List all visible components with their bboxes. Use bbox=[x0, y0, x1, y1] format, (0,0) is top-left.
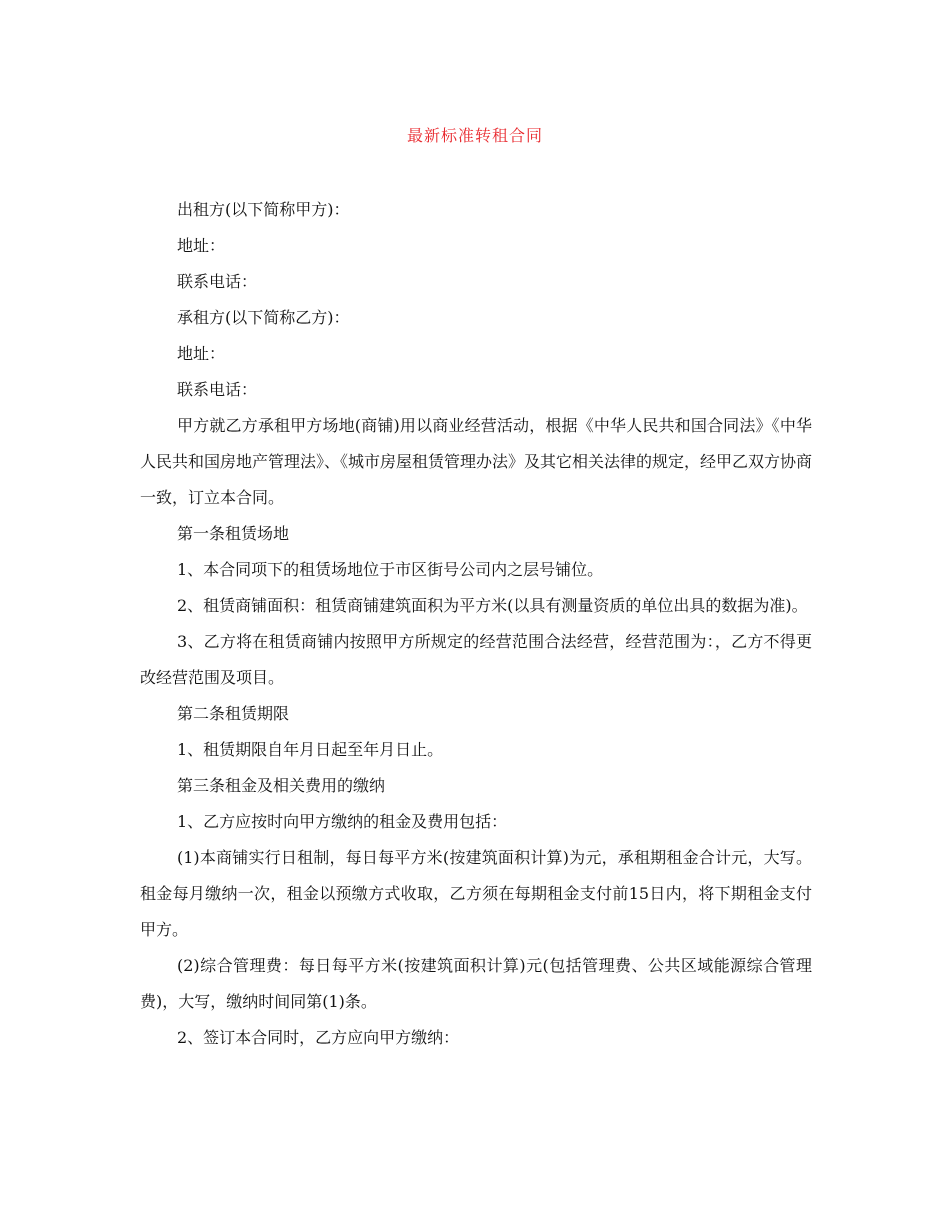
document-title: 最新标准转租合同 bbox=[406, 126, 543, 145]
paragraph-lessor-phone: 联系电话： bbox=[177, 272, 258, 291]
clause-3-1-2: (2)综合管理费：每日每平方米(按建筑面积计算)元(包括管理费、公共区域能源综合管理费)，大写，缴纳时间同第(1)条。 bbox=[140, 956, 812, 1011]
paragraph-lessor: 出租方(以下简称甲方)： bbox=[177, 200, 350, 219]
clause-1-3: 3、乙方将在租赁商铺内按照甲方所规定的经营范围合法经营，经营范围为：，乙方不得更改经营范围及项目。 bbox=[140, 632, 812, 687]
clause-2-1: 1、租赁期限自年月日起至年月日止。 bbox=[177, 740, 444, 759]
clause-1-1: 1、本合同项下的租赁场地位于市区街号公司内之层号铺位。 bbox=[177, 560, 604, 579]
paragraph-lessee-address: 地址： bbox=[177, 344, 226, 363]
document-body bbox=[140, 192, 812, 1056]
clause-1-2: 2、租赁商铺面积：租赁商铺建筑面积为平方米(以具有测量资质的单位出具的数据为准)。 bbox=[177, 596, 808, 615]
clause-3-2: 2、签订本合同时，乙方应向甲方缴纳： bbox=[177, 1028, 460, 1047]
paragraph-lessee: 承租方(以下简称乙方)： bbox=[177, 308, 350, 327]
paragraph-lessee-phone: 联系电话： bbox=[177, 380, 258, 399]
paragraph-preamble: 甲方就乙方承租甲方场地(商铺)用以商业经营活动，根据《中华人民共和国合同法》《中华人民共和国房地产管理法》、《城市房屋租赁管理办法》及其它相关法律的规定，经甲乙双方协商一致，订立本合同。 bbox=[140, 416, 813, 507]
clause-3-1: 1、乙方应按时向甲方缴纳的租金及费用包括： bbox=[177, 812, 508, 831]
clause-3-1-1: (1)本商铺实行日租制，每日每平方米(按建筑面积计算)为元，承租期租金合计元，大写。租金每月缴纳一次，租金以预缴方式收取，乙方须在每期租金支付前15日内，将下期租金支付甲方。 bbox=[140, 848, 812, 939]
section-heading-2: 第二条租赁期限 bbox=[177, 704, 290, 723]
section-heading-3: 第三条租金及相关费用的缴纳 bbox=[177, 776, 386, 795]
paragraph-lessor-address: 地址： bbox=[177, 236, 226, 255]
section-heading-1: 第一条租赁场地 bbox=[177, 524, 290, 543]
